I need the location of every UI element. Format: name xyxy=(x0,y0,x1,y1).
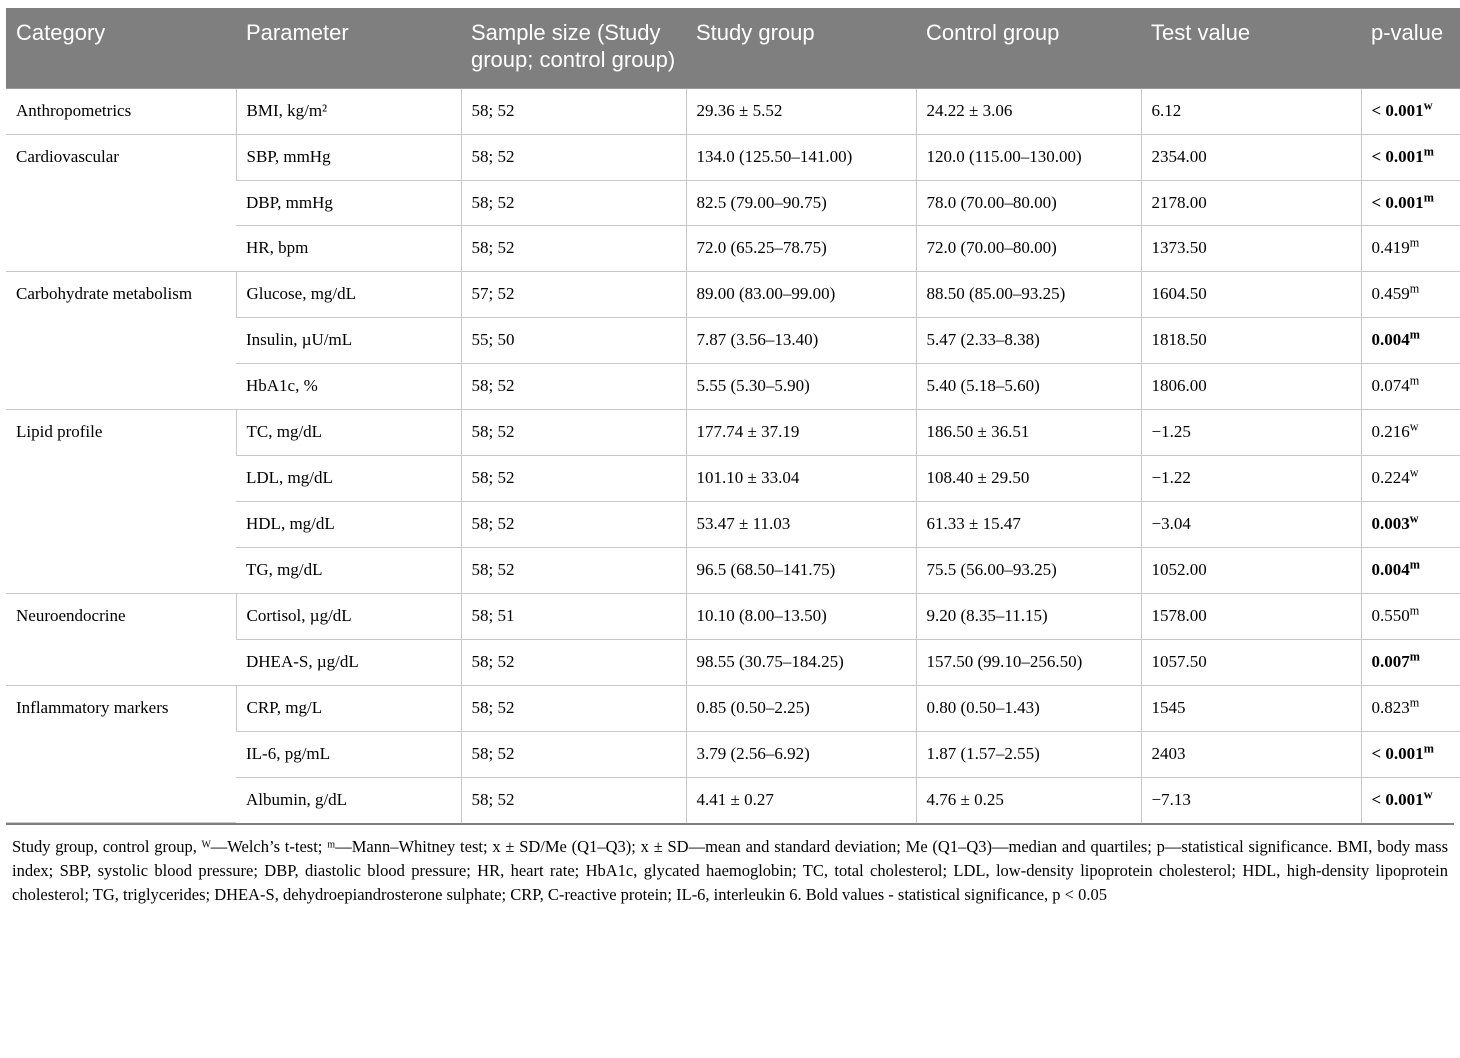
cell-category: Cardiovascular xyxy=(6,134,236,272)
column-header-control-group: Control group xyxy=(916,8,1141,88)
cell-test-value: −7.13 xyxy=(1141,777,1361,822)
cell-test-value: 1057.50 xyxy=(1141,639,1361,685)
cell-parameter: SBP, mmHg xyxy=(236,134,461,180)
cell-sample-size: 55; 50 xyxy=(461,318,686,364)
cell-parameter: HR, bpm xyxy=(236,226,461,272)
cell-p-value: 0.004$^m$ xyxy=(1361,318,1460,364)
comparison-table xyxy=(6,8,1460,823)
table-header xyxy=(6,8,1460,88)
table-container xyxy=(6,8,1454,825)
cell-test-value: 1052.00 xyxy=(1141,548,1361,594)
cell-study-group: 10.10 (8.00–13.50) xyxy=(686,593,916,639)
cell-category: Anthropometrics xyxy=(6,88,236,134)
column-header-sample-size: Sample size (Study group; control group) xyxy=(461,8,686,88)
cell-study-group: 98.55 (30.75–184.25) xyxy=(686,639,916,685)
cell-sample-size: 58; 52 xyxy=(461,88,686,134)
cell-p-value: 0.224$^w$ xyxy=(1361,456,1460,502)
table-row xyxy=(6,88,1460,134)
cell-sample-size: 58; 51 xyxy=(461,593,686,639)
cell-parameter: LDL, mg/dL xyxy=(236,456,461,502)
cell-sample-size: 58; 52 xyxy=(461,777,686,822)
cell-category: Neuroendocrine xyxy=(6,593,236,685)
cell-control-group: 5.47 (2.33–8.38) xyxy=(916,318,1141,364)
cell-study-group: 4.41 ± 0.27 xyxy=(686,777,916,822)
table-row xyxy=(6,685,1460,731)
cell-category: Carbohydrate metabolism xyxy=(6,272,236,410)
table-footnote: Study group, control group, ᵂ—Welch’s t-test; ᵐ—Mann–Whitney test; x ± SD/Me (Q1–Q3); x ± SD—mean and standard deviation; Me (Q1–Q3)—median and quartiles; p—statistical significance. BMI, body mass index; SBP, systolic blood pressure; DBP, diastolic blood pressure; HR, heart rate; HbA1c, glycated haemoglobin; TC, total cholesterol; LDL, low-density lipoprotein cholesterol; HDL, high-density lipoprotein cholesterol; TG, triglycerides; DHEA-S, dehydroepiandrosterone sulphate; CRP, C-reactive protein; IL-6, interleukin 6. Bold values - statistical significance, p < 0.05 xyxy=(12,837,1448,904)
cell-study-group: 134.0 (125.50–141.00) xyxy=(686,134,916,180)
cell-sample-size: 58; 52 xyxy=(461,456,686,502)
column-header-parameter: Parameter xyxy=(236,8,461,88)
cell-p-value: 0.550$^m$ xyxy=(1361,593,1460,639)
table-row xyxy=(6,134,1460,180)
cell-p-value: < $0.001^w$ xyxy=(1361,777,1460,822)
cell-parameter: Cortisol, µg/dL xyxy=(236,593,461,639)
column-header-category: Category xyxy=(6,8,236,88)
cell-sample-size: 58; 52 xyxy=(461,639,686,685)
cell-study-group: 89.00 (83.00–99.00) xyxy=(686,272,916,318)
cell-p-value: < $0.001^m$ xyxy=(1361,180,1460,226)
cell-test-value: 2178.00 xyxy=(1141,180,1361,226)
cell-study-group: 101.10 ± 33.04 xyxy=(686,456,916,502)
cell-study-group: 3.79 (2.56–6.92) xyxy=(686,731,916,777)
cell-sample-size: 58; 52 xyxy=(461,502,686,548)
column-header-test-value: Test value xyxy=(1141,8,1361,88)
cell-sample-size: 58; 52 xyxy=(461,226,686,272)
cell-p-value: 0.419$^m$ xyxy=(1361,226,1460,272)
cell-test-value: 1806.00 xyxy=(1141,364,1361,410)
cell-p-value: 0.004$^m$ xyxy=(1361,548,1460,594)
cell-control-group: 0.80 (0.50–1.43) xyxy=(916,685,1141,731)
cell-p-value: 0.003$^w$ xyxy=(1361,502,1460,548)
cell-p-value: 0.216$^w$ xyxy=(1361,410,1460,456)
cell-sample-size: 58; 52 xyxy=(461,731,686,777)
cell-test-value: −1.25 xyxy=(1141,410,1361,456)
cell-p-value: 0.007$^m$ xyxy=(1361,639,1460,685)
cell-test-value: 2354.00 xyxy=(1141,134,1361,180)
table-row xyxy=(6,593,1460,639)
cell-test-value: 6.12 xyxy=(1141,88,1361,134)
cell-study-group: 96.5 (68.50–141.75) xyxy=(686,548,916,594)
cell-parameter: Albumin, g/dL xyxy=(236,777,461,822)
cell-test-value: 1818.50 xyxy=(1141,318,1361,364)
cell-parameter: Insulin, µU/mL xyxy=(236,318,461,364)
cell-control-group: 78.0 (70.00–80.00) xyxy=(916,180,1141,226)
cell-control-group: 1.87 (1.57–2.55) xyxy=(916,731,1141,777)
cell-sample-size: 58; 52 xyxy=(461,134,686,180)
cell-test-value: 1578.00 xyxy=(1141,593,1361,639)
column-header-p-value: p-value xyxy=(1361,8,1460,88)
cell-test-value: 1545 xyxy=(1141,685,1361,731)
cell-study-group: 82.5 (79.00–90.75) xyxy=(686,180,916,226)
cell-sample-size: 58; 52 xyxy=(461,364,686,410)
cell-study-group: 5.55 (5.30–5.90) xyxy=(686,364,916,410)
cell-test-value: 1604.50 xyxy=(1141,272,1361,318)
cell-control-group: 61.33 ± 15.47 xyxy=(916,502,1141,548)
cell-sample-size: 58; 52 xyxy=(461,180,686,226)
cell-test-value: 2403 xyxy=(1141,731,1361,777)
cell-parameter: Glucose, mg/dL xyxy=(236,272,461,318)
cell-p-value: 0.823$^m$ xyxy=(1361,685,1460,731)
cell-p-value: 0.074$^m$ xyxy=(1361,364,1460,410)
cell-control-group: 186.50 ± 36.51 xyxy=(916,410,1141,456)
cell-control-group: 88.50 (85.00–93.25) xyxy=(916,272,1141,318)
cell-control-group: 24.22 ± 3.06 xyxy=(916,88,1141,134)
table-header-row xyxy=(6,8,1460,88)
cell-control-group: 75.5 (56.00–93.25) xyxy=(916,548,1141,594)
cell-p-value: < $0.001^m$ xyxy=(1361,134,1460,180)
cell-parameter: HbA1c, % xyxy=(236,364,461,410)
cell-parameter: TC, mg/dL xyxy=(236,410,461,456)
cell-test-value: −3.04 xyxy=(1141,502,1361,548)
cell-sample-size: 57; 52 xyxy=(461,272,686,318)
cell-parameter: DBP, mmHg xyxy=(236,180,461,226)
cell-control-group: 108.40 ± 29.50 xyxy=(916,456,1141,502)
column-header-study-group: Study group xyxy=(686,8,916,88)
cell-test-value: −1.22 xyxy=(1141,456,1361,502)
cell-sample-size: 58; 52 xyxy=(461,548,686,594)
cell-test-value: 1373.50 xyxy=(1141,226,1361,272)
table-body xyxy=(6,88,1460,823)
cell-study-group: 29.36 ± 5.52 xyxy=(686,88,916,134)
cell-control-group: 5.40 (5.18–5.60) xyxy=(916,364,1141,410)
cell-study-group: 0.85 (0.50–2.25) xyxy=(686,685,916,731)
cell-category: Lipid profile xyxy=(6,410,236,594)
cell-control-group: 4.76 ± 0.25 xyxy=(916,777,1141,822)
cell-p-value: < $0.001^w$ xyxy=(1361,88,1460,134)
table-row xyxy=(6,410,1460,456)
cell-study-group: 177.74 ± 37.19 xyxy=(686,410,916,456)
table-row xyxy=(6,272,1460,318)
cell-parameter: CRP, mg/L xyxy=(236,685,461,731)
cell-study-group: 7.87 (3.56–13.40) xyxy=(686,318,916,364)
cell-p-value: 0.459$^m$ xyxy=(1361,272,1460,318)
cell-parameter: TG, mg/dL xyxy=(236,548,461,594)
cell-p-value: < $0.001^m$ xyxy=(1361,731,1460,777)
cell-control-group: 72.0 (70.00–80.00) xyxy=(916,226,1141,272)
cell-parameter: IL-6, pg/mL xyxy=(236,731,461,777)
cell-category: Inflammatory markers xyxy=(6,685,236,822)
cell-parameter: HDL, mg/dL xyxy=(236,502,461,548)
cell-study-group: 53.47 ± 11.03 xyxy=(686,502,916,548)
cell-control-group: 120.0 (115.00–130.00) xyxy=(916,134,1141,180)
cell-control-group: 157.50 (99.10–256.50) xyxy=(916,639,1141,685)
cell-control-group: 9.20 (8.35–11.15) xyxy=(916,593,1141,639)
cell-parameter: BMI, kg/m² xyxy=(236,88,461,134)
cell-sample-size: 58; 52 xyxy=(461,685,686,731)
cell-parameter: DHEA-S, µg/dL xyxy=(236,639,461,685)
cell-study-group: 72.0 (65.25–78.75) xyxy=(686,226,916,272)
cell-sample-size: 58; 52 xyxy=(461,410,686,456)
